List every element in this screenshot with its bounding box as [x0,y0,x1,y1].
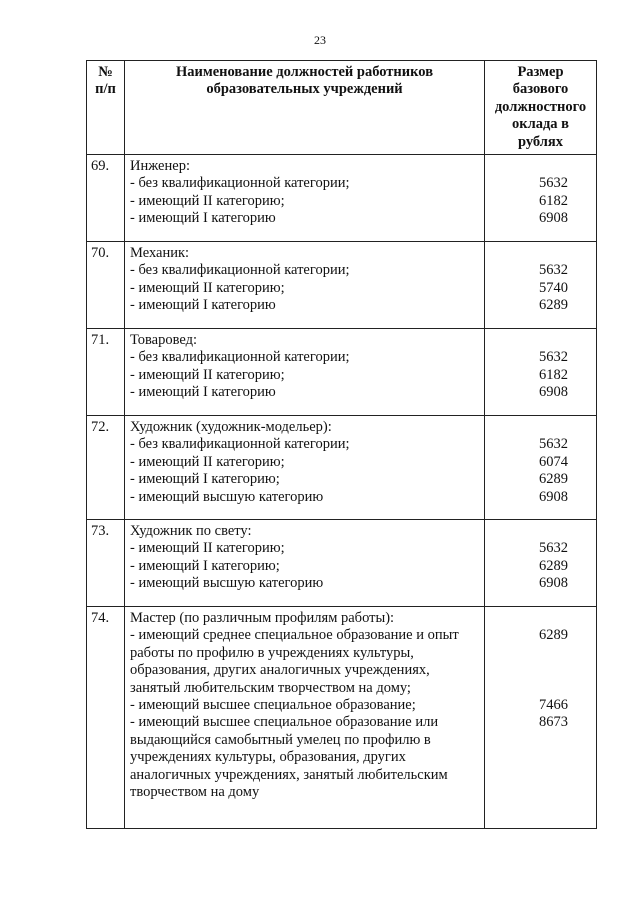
category-line: - без квалификационной категории; [130,175,350,192]
salary-value: 6908 [539,488,568,505]
row-number: 72. [87,416,125,520]
category-line: занятый любительским творчеством на дому; [130,679,411,696]
salary-value: 6289 [539,627,568,644]
position-cell [125,329,485,416]
header-size-line: оклада в [511,116,570,133]
category-line: - имеющий I категорию [130,384,276,401]
header-size-line: базового [512,81,569,98]
category-line: - имеющий II категорию; [130,279,285,296]
table-row [87,416,597,520]
table-row [87,242,597,329]
category-line: аналогичных учреждениях, занятый любительским [130,766,448,783]
salary-value: 6289 [539,471,568,488]
category-line: - имеющий I категорию; [130,471,280,488]
row-number: 73. [87,520,125,607]
category-line: - имеющий II категорию; [130,540,285,557]
table-row [87,155,597,242]
salary-value: 6289 [539,297,568,314]
header-num-line: № [98,64,113,80]
row-number: 74. [87,607,125,829]
category-line: - имеющий I категорию; [130,557,280,574]
category-line: - без квалификационной категории; [130,349,350,366]
position-cell [125,416,485,520]
category-line: - имеющий I категорию [130,210,276,227]
category-line: - имеющий II категорию; [130,366,285,383]
salary-cell [485,416,597,520]
header-size [485,61,597,155]
category-line: - имеющий среднее специальное образование и опыт [130,627,459,644]
header-size-line: Размер [517,64,564,80]
category-line: - имеющий I категорию [130,297,276,314]
salary-cell [485,607,597,829]
category-line: выдающийся самобытный умелец по профилю в [130,731,431,748]
header-num-line: п/п [95,81,116,98]
row-number: 71. [87,329,125,416]
position-cell [125,242,485,329]
salary-value: 6908 [539,210,568,227]
position-title: Художник по свету: [130,523,252,540]
category-line: - имеющий высшую категорию [130,575,324,592]
salary-value: 5632 [539,175,568,192]
salary-value: 6289 [539,557,568,574]
salary-cell [485,155,597,242]
salary-value: 6074 [539,453,568,470]
row-number: 70. [87,242,125,329]
category-line: - без квалификационной категории; [130,262,350,279]
row-number: 69. [87,155,125,242]
position-title: Мастер (по различным профилям работы): [130,610,395,627]
category-line: образования, других аналогичных учреждениях, [130,662,430,679]
salary-value: 5632 [539,262,568,279]
position-cell [125,607,485,829]
header-size-line: рублях [517,133,564,150]
category-line: работы по профилю в учреждениях культуры, [130,644,414,661]
salary-value: 6908 [539,384,568,401]
position-cell [125,520,485,607]
salary-table [86,60,597,829]
page-number: 23 [314,33,326,47]
category-line: - имеющий II категорию; [130,192,285,209]
category-line: - имеющий высшее специальное образование или [130,714,439,731]
salary-value: 5632 [539,540,568,557]
salary-value: 6182 [539,366,568,383]
category-line: - имеющий II категорию; [130,453,285,470]
category-line: творчеством на дому [130,784,260,801]
salary-value: 5632 [539,436,568,453]
position-title: Инженер: [130,158,190,175]
salary-value: 5632 [539,349,568,366]
salary-value: 6182 [539,192,568,209]
salary-value: 7466 [539,697,568,713]
header-name [125,61,485,155]
table-row [87,520,597,607]
salary-value: 8673 [539,714,568,731]
table-row [87,329,597,416]
header-size-line: должностного [494,98,587,115]
table-row [87,607,597,829]
table-body [87,155,597,829]
category-line: - имеющий высшую категорию [130,488,324,505]
category-line: - имеющий высшее специальное образование; [130,697,416,714]
header-name-line: образовательных учреждений [206,81,403,98]
category-line: - без квалификационной категории; [130,436,350,453]
salary-value: 5740 [539,279,568,296]
salary-cell [485,520,597,607]
table-header-row [87,61,597,155]
category-line: учреждениях культуры, образования, других [130,749,406,766]
position-title: Товаровед: [130,332,198,349]
header-num [87,61,125,155]
position-title: Художник (художник-модельер): [130,419,332,436]
header-name-line: Наименование должностей работников [175,64,434,80]
position-cell [125,155,485,242]
salary-cell [485,242,597,329]
salary-value: 6908 [539,575,568,592]
position-title: Механик: [130,245,190,262]
salary-cell [485,329,597,416]
